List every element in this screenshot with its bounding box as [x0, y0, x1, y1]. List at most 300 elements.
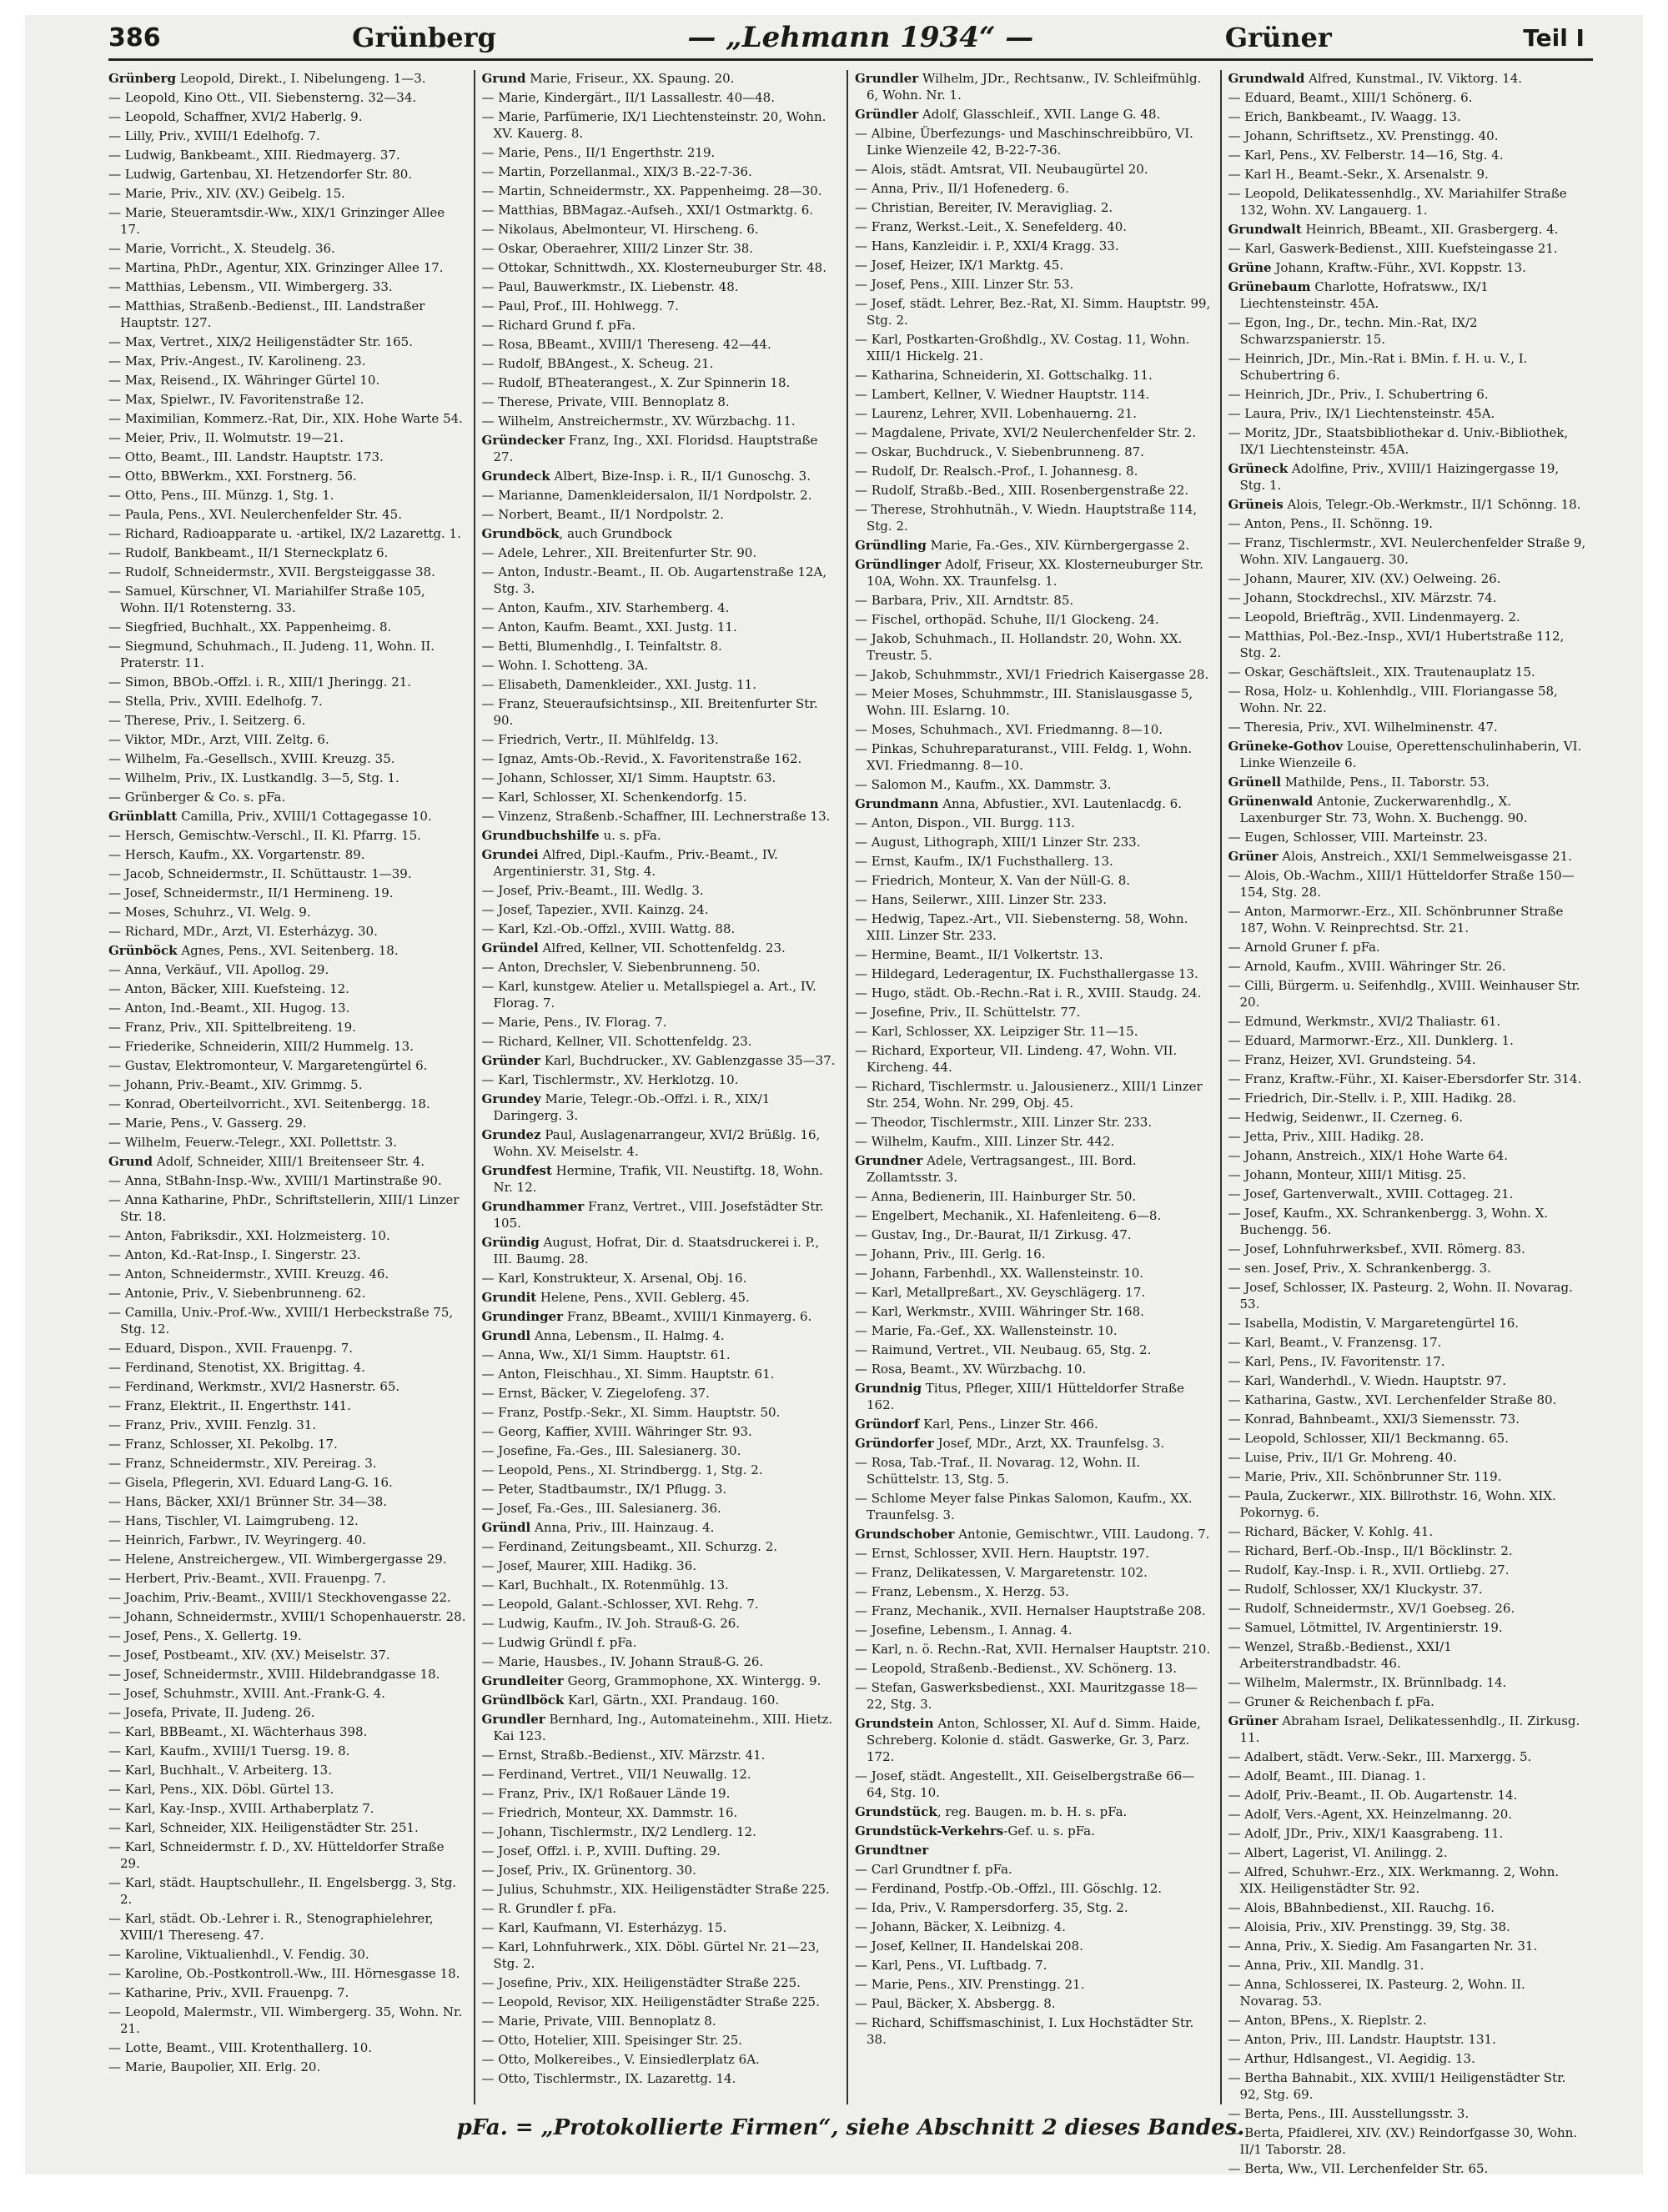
entry-text: — Lilly, Priv., XVIII/1 Edelhofg. 7.	[108, 128, 320, 143]
directory-entry	[482, 1481, 841, 1497]
directory-entry	[482, 221, 841, 238]
directory-entry	[482, 1198, 841, 1231]
entry-surname: Grundbuchshilfe	[481, 828, 600, 843]
entry-text: — Karl, Beamt., V. Franzensg. 17.	[1228, 1335, 1442, 1350]
directory-entry	[108, 1057, 467, 1074]
entry-text: Leopold, Direkt., I. Nibelungeng. 1—3.	[175, 71, 426, 86]
entry-text: — Therese, Private, VIII. Bennoplatz 8.	[481, 394, 730, 409]
page-header	[108, 20, 1585, 55]
directory-entry	[482, 1843, 841, 1859]
directory-entry	[855, 161, 1213, 178]
directory-entry	[855, 815, 1213, 831]
entry-text: — Ida, Priv., V. Rampersdorferg. 35, Stg. 2.	[855, 1900, 1128, 1915]
directory-entry	[1228, 1787, 1587, 1803]
directory-entry	[1228, 1768, 1587, 1784]
directory-column	[847, 70, 1220, 2104]
entry-text: — Karl, Gaswerk-Bedienst., XIII. Kuefsteingasse 21.	[1228, 241, 1558, 256]
directory-entry	[1228, 903, 1587, 936]
directory-entry	[108, 108, 467, 125]
entry-text: — Martin, Schneidermstr., XX. Pappenheimg. 28—30.	[481, 183, 822, 198]
directory-entry	[855, 180, 1213, 197]
directory-entry	[855, 199, 1213, 216]
directory-entry	[855, 70, 1213, 103]
directory-entry	[482, 468, 841, 484]
directory-entry	[108, 166, 467, 183]
entry-text: — Josef, städt. Angestellt., XII. Geiselbergstraße 66—64, Stg. 10.	[855, 1768, 1195, 1800]
entry-text: — Heinrich, Farbwr., IV. Weyringerg. 40.	[108, 1532, 367, 1547]
entry-text: — Marie, Pens., IV. Florag. 7.	[481, 1015, 667, 1030]
entry-text: Karl, Gärtn., XXI. Prandaug. 160.	[564, 1693, 780, 1708]
directory-entry	[482, 657, 841, 674]
directory-entry	[855, 1078, 1213, 1111]
directory-entry	[482, 2013, 841, 2029]
entry-text: — Hans, Bäcker, XXI/1 Brünner Str. 34—38.	[108, 1494, 388, 1509]
entry-text: — Marie, Priv., XIV. (XV.) Geibelg. 15.	[108, 186, 345, 201]
directory-entry	[108, 1608, 467, 1625]
directory-entry	[482, 544, 841, 561]
entry-text: — Friedrich, Monteur, X. Van der Nüll-G. 8.	[855, 873, 1131, 888]
entry-surname: Grundmann	[855, 796, 939, 811]
directory-entry	[855, 1133, 1213, 1150]
entry-text: — Rudolf, Dr. Realsch.-Prof., I. Johannesg. 8.	[855, 464, 1138, 479]
entry-text: — Anton, Kaufm. Beamt., XXI. Justg. 11.	[481, 619, 737, 635]
entry-text: — Leopold, Kino Ott., VII. Siebensterng. 32—34.	[108, 90, 417, 105]
directory-entry	[482, 202, 841, 218]
entry-text: — Adolf, JDr., Priv., XIX/1 Kaasgrabeng. 11.	[1228, 1826, 1504, 1841]
entry-text: — Richard, Tischlermstr. u. Jalousienerz., XIII/1 Linzer Str. 254, Wohn. Nr. 299, Obj. 45.	[855, 1079, 1203, 1111]
directory-entry	[482, 1052, 841, 1069]
directory-entry	[855, 424, 1213, 441]
entry-text: — Anton, Kaufm., XIV. Starhemberg. 4.	[481, 600, 730, 615]
entry-text: — Max, Reisend., IX. Währinger Gürtel 10.	[108, 373, 380, 388]
entry-surname: Gründel	[481, 940, 539, 956]
directory-entry	[1228, 259, 1587, 276]
entry-text: — Max, Priv.-Angest., IV. Karolineng. 23.	[108, 354, 366, 369]
entry-text: — Franz, Delikatessen, V. Margaretenstr. 102.	[855, 1565, 1148, 1580]
directory-entry	[482, 259, 841, 276]
directory-entry	[855, 1976, 1213, 1993]
entry-text: — Rudolf, BBAngest., X. Scheug. 21.	[481, 356, 714, 371]
directory-entry	[855, 1957, 1213, 1974]
entry-text: — Josef, Maurer, XIII. Hadikg. 36.	[481, 1558, 697, 1573]
entry-text: — Friederike, Schneiderin, XIII/2 Hummelg. 13.	[108, 1039, 414, 1054]
directory-entry	[108, 1191, 467, 1225]
directory-entry	[482, 1538, 841, 1555]
directory-entry	[1228, 589, 1587, 606]
directory-entry	[1228, 1487, 1587, 1521]
directory-entry	[1228, 738, 1587, 771]
entry-text: — Albine, Überfezungs- und Maschinschreibbüro, VI. Linke Wienzeile 42, B-22-7-36.	[855, 126, 1193, 158]
entry-text: — Johann, Schriftsetz., XV. Prenstingg. 40.	[1228, 128, 1499, 143]
directory-entry	[108, 1819, 467, 1836]
entry-text: — Karl, Schneidermstr. f. D., XV. Hütteldorfer Straße 29.	[108, 1839, 445, 1871]
section-label: Teil I	[1523, 23, 1585, 52]
entry-text: — Stefan, Gaswerksbedienst., XXI. Mauritzgasse 18—22, Stg. 3.	[855, 1680, 1198, 1712]
directory-entry	[855, 405, 1213, 422]
entry-text: Antonie, Gemischtwr., VIII. Laudong. 7.	[954, 1527, 1210, 1542]
directory-entry	[855, 630, 1213, 664]
entry-surname: Grünenwald	[1228, 794, 1314, 809]
directory-entry	[855, 1823, 1213, 1839]
directory-entry	[482, 1126, 841, 1160]
directory-entry	[108, 564, 467, 580]
entry-text: — Anton, Fleischhau., XI. Simm. Hauptstr. 61.	[481, 1367, 775, 1382]
entry-surname: Grundstein	[855, 1716, 934, 1731]
entry-text: — Johann, Anstreich., XIX/1 Hohe Warte 64.	[1228, 1148, 1509, 1163]
directory-entry	[1228, 1392, 1587, 1408]
entry-text: — Leopold, Galant.-Schlosser, XVI. Rehg. 7.	[481, 1597, 759, 1612]
entry-text: — Paula, Zuckerwr., XIX. Billrothstr. 16, Wohn. XIX. Pokornyg. 6.	[1228, 1488, 1556, 1520]
directory-entry	[855, 444, 1213, 460]
entry-text: — Karoline, Ob.-Postkontroll.-Ww., III. Hörnesgasse 18.	[108, 1966, 460, 1981]
directory-entry	[482, 1673, 841, 1689]
directory-entry	[108, 1304, 467, 1337]
entry-text: Adolf, Glasschleif., XVII. Lange G. 48.	[918, 107, 1161, 122]
directory-entry	[855, 238, 1213, 254]
directory-entry	[1228, 1241, 1587, 1257]
directory-entry	[1228, 2160, 1587, 2177]
entry-text: — Leopold, Malermstr., VII. Wimbergerg. 35, Wohn. Nr. 21.	[108, 2004, 463, 2036]
directory-entry	[1228, 1334, 1587, 1351]
directory-entry	[855, 1303, 1213, 1320]
directory-entry	[855, 1526, 1213, 1542]
directory-entry	[108, 619, 467, 635]
directory-entry	[482, 731, 841, 748]
directory-entry	[1228, 628, 1587, 661]
entry-text: — Karl, Postkarten-Großhdlg., XV. Costag. 11, Wohn. XIII/1 Hickelg. 21.	[855, 332, 1190, 364]
entry-text: — Franz, Werkst.-Leit., X. Senefelderg. 40.	[855, 219, 1128, 234]
entry-surname: Grundner	[855, 1153, 923, 1168]
entry-text: — Josef, Priv., IX. Grünentorg. 30.	[481, 1863, 696, 1878]
entry-text: — Leopold, Schaffner, XVI/2 Haberlg. 9.	[108, 109, 363, 124]
entry-text: — Isabella, Modistin, V. Margaretengürtel 16.	[1228, 1316, 1520, 1331]
directory-entry	[1228, 1032, 1587, 1049]
directory-entry	[108, 506, 467, 523]
directory-entry	[482, 317, 841, 334]
entry-text: — Karl, kunstgew. Atelier u. Metallspiegel a. Art., IV. Florag. 7.	[481, 979, 816, 1011]
entry-text: — Marie, Hausbes., IV. Johann Strauß-G. 26.	[481, 1654, 764, 1669]
entry-text: — Wilhelm, Malermstr., IX. Brünnlbadg. 14.	[1228, 1675, 1507, 1690]
directory-entry	[855, 1545, 1213, 1562]
entry-text: — Eduard, Dispon., XVII. Frauenpg. 7.	[108, 1341, 354, 1356]
directory-entry	[482, 1014, 841, 1031]
entry-text: — Josef, Pens., XIII. Linzer Str. 53.	[855, 277, 1074, 292]
entry-text: — Marie, Pens., II/1 Engerthstr. 219.	[481, 145, 716, 160]
entry-text: — Alois, BBahnbedienst., XII. Rauchg. 16.	[1228, 1900, 1495, 1915]
directory-entry	[855, 1114, 1213, 1131]
entry-text: — Karl, Konstrukteur, X. Arsenal, Obj. 16.	[481, 1271, 747, 1286]
directory-entry	[1228, 1806, 1587, 1823]
directory-entry	[855, 1995, 1213, 2012]
entry-text: — Nikolaus, Abelmonteur, VI. Hirscheng. 6.	[481, 222, 759, 237]
directory-entry	[855, 1380, 1213, 1413]
directory-entry	[108, 1038, 467, 1055]
entry-text: — Richard, Berf.-Ob.-Insp., II/1 Böcklinstr. 2.	[1228, 1543, 1513, 1558]
directory-entry	[1228, 128, 1587, 144]
entry-text: — Marie, Steueramtsdir.-Ww., XIX/1 Grinzinger Allee 17.	[108, 205, 445, 237]
entry-text: — Ernst, Kaufm., IX/1 Fuchsthallerg. 13.	[855, 854, 1113, 869]
directory-entry	[108, 808, 467, 825]
directory-entry	[1228, 609, 1587, 625]
entry-surname: Grünböck	[108, 943, 178, 958]
directory-page	[25, 15, 1643, 2174]
entry-surname: Grünblatt	[108, 809, 178, 824]
entry-text: — Johann, Farbenhdl., XX. Wallensteinstr. 10.	[855, 1266, 1144, 1281]
entry-text: — Theresia, Priv., XVI. Wilhelminenstr. 47.	[1228, 720, 1498, 735]
directory-entry	[482, 1404, 841, 1421]
entry-text: — Anton, BPens., X. Rieplstr. 2.	[1228, 2013, 1427, 2028]
entry-surname: Grünell	[1228, 775, 1281, 790]
entry-text: — Laura, Priv., IX/1 Liechtensteinstr. 45A.	[1228, 406, 1495, 421]
entry-text: — Ferdinand, Zeitungsbeamt., XII. Schurzg. 2.	[481, 1539, 778, 1554]
directory-entry	[1228, 1600, 1587, 1617]
entry-text: — Karl, Kaufmann, VI. Esterházyg. 15.	[481, 1920, 727, 1935]
directory-entry	[855, 1246, 1213, 1262]
entry-text: — Viktor, MDr., Arzt, VIII. Zeltg. 6.	[108, 732, 329, 747]
directory-entry	[108, 1378, 467, 1395]
entry-text: Karl, Pens., Linzer Str. 466.	[919, 1417, 1098, 1432]
directory-entry	[482, 487, 841, 504]
directory-entry	[855, 1226, 1213, 1243]
directory-entry	[482, 846, 841, 880]
directory-entry	[108, 1153, 467, 1170]
entry-text: — Karl, Wanderhdl., V. Wiedn. Hauptstr. 97.	[1228, 1373, 1506, 1388]
entry-text: — August, Lithograph, XIII/1 Linzer Str. 233.	[855, 835, 1141, 850]
directory-entry	[855, 1416, 1213, 1432]
entry-text: — Paul, Bauwerkmstr., IX. Liebenstr. 48.	[481, 279, 739, 294]
entry-text: Albert, Bize-Insp. i. R., II/1 Gunoschg. 3.	[550, 469, 811, 484]
entry-text: — Josef, Tapezier., XVII. Kainzg. 24.	[481, 902, 709, 917]
entry-text: — Hermine, Beamt., II/1 Volkertstr. 13.	[855, 947, 1103, 962]
directory-entry	[855, 1861, 1213, 1878]
directory-entry	[482, 1615, 841, 1632]
directory-entry	[482, 827, 841, 844]
directory-entry	[108, 827, 467, 844]
entry-text: — Heinrich, JDr., Priv., I. Schubertring 6.	[1228, 387, 1489, 402]
directory-entry	[482, 1881, 841, 1898]
entry-text: — Rudolf, BTheaterangest., X. Zur Spinnerin 18.	[481, 375, 791, 390]
entry-text: Marie, Telegr.-Ob.-Offzl. i. R., XIX/1 Daringerg. 3.	[493, 1091, 771, 1123]
directory-entry	[482, 750, 841, 767]
directory-entry	[1228, 240, 1587, 257]
entry-text: — Karl, Pens., IV. Favoritenstr. 17.	[1228, 1354, 1445, 1369]
entry-text: — Ferdinand, Vertret., VII/1 Neuwallg. 12.	[481, 1767, 751, 1782]
directory-entry	[482, 940, 841, 956]
entry-text: — Matthias, Lebensm., VII. Wimbergerg. 33.	[108, 279, 393, 294]
entry-text: — Erich, Bankbeamt., IV. Waagg. 13.	[1228, 109, 1461, 124]
entry-text: — Gruner & Reichenbach f. pFa.	[1228, 1694, 1434, 1709]
entry-text: — Salomon M., Kaufm., XX. Dammstr. 3.	[855, 777, 1112, 792]
entry-surname: Grüner	[1228, 849, 1279, 864]
entry-text: — Meier Moses, Schuhmmstr., III. Stanislausgasse 5, Wohn. III. Eslarng. 10.	[855, 686, 1193, 718]
entry-text: — Hans, Seilerwr., XIII. Linzer Str. 233.	[855, 892, 1108, 907]
entry-surname: Grundhammer	[481, 1199, 585, 1214]
directory-entry	[108, 770, 467, 786]
entry-text: — Anton, Kd.-Rat-Insp., I. Singerstr. 23.	[108, 1247, 361, 1262]
entry-text: u. s. pFa.	[599, 828, 661, 843]
directory-entry	[108, 1436, 467, 1452]
directory-column	[108, 70, 474, 2104]
entry-text: — Paula, Pens., XVI. Neulerchenfelder Str. 45.	[108, 507, 402, 522]
directory-entry	[1228, 221, 1587, 238]
entry-text: — Franz, Steueraufsichtsinsp., XII. Breitenfurter Str. 90.	[481, 696, 818, 728]
entry-text: — Konrad, Oberteilvorricht., XVI. Seitenbergg. 18.	[108, 1096, 430, 1111]
entry-text: — Hersch, Kaufm., XX. Vorgartenstr. 89.	[108, 847, 365, 862]
directory-entry	[855, 257, 1213, 273]
entry-text: — Gustav, Elektromonteur, V. Margaretengürtel 6.	[108, 1058, 428, 1073]
directory-entry	[482, 374, 841, 391]
entry-text: — Hans, Tischler, VI. Laimgrubeng. 12.	[108, 1513, 359, 1528]
directory-entry	[1228, 2031, 1587, 2048]
entry-text: — Adalbert, städt. Verw.-Sekr., III. Marxergg. 5.	[1228, 1749, 1532, 1764]
directory-entry	[108, 487, 467, 504]
entry-text: — Berta, Pens., III. Ausstellungsstr. 3.	[1228, 2106, 1470, 2121]
entry-text: — Leopold, Pens., XI. Strindbergg. 1, Stg. 2.	[481, 1462, 763, 1477]
entry-text: — Johann, Priv.-Beamt., XIV. Grimmg. 5.	[108, 1077, 363, 1092]
entry-text: Helene, Pens., XVII. Geblerg. 45.	[536, 1290, 750, 1305]
entry-text: — Leopold, Schlosser, XII/1 Beckmanng. 65.	[1228, 1431, 1509, 1446]
entry-text: — Leopold, Revisor, XIX. Heiligenstädter Straße 225.	[481, 1994, 820, 2009]
entry-text: — Jakob, Schuhmmstr., XVI/1 Friedrich Kaisergasse 28.	[855, 667, 1209, 682]
entry-text: — Josef, Schneidermstr., II/1 Hermineng. 19.	[108, 885, 394, 900]
directory-entry	[855, 1490, 1213, 1523]
directory-entry	[482, 1577, 841, 1593]
entry-text: — Samuel, Kürschner, VI. Mariahilfer Straße 105, Wohn. II/1 Rotensterng. 33.	[108, 584, 425, 615]
directory-entry	[108, 583, 467, 616]
entry-text: — Josefine, Fa.-Ges., III. Salesianerg. 30.	[481, 1443, 741, 1458]
entry-text: — Johann, Maurer, XIV. (XV.) Oelweing. 26.	[1228, 571, 1501, 586]
entry-text: — sen. Josef, Priv., X. Schrankenbergg. 3.	[1228, 1261, 1491, 1276]
entry-text: — Therese, Priv., I. Seitzerg. 6.	[108, 713, 306, 728]
entry-text: — Anna, Priv., XII. Mandlg. 31.	[1228, 1958, 1424, 1973]
directory-entry	[855, 295, 1213, 329]
directory-entry	[108, 1340, 467, 1357]
directory-entry	[482, 413, 841, 429]
entry-text: — Rosa, Holz- u. Kohlenhdlg., VIII. Floriangasse 58, Wohn. Nr. 22.	[1228, 684, 1558, 715]
directory-entry	[1228, 496, 1587, 513]
directory-entry	[1228, 570, 1587, 587]
directory-entry	[855, 853, 1213, 870]
directory-entry	[108, 1474, 467, 1491]
entry-text: — Marie, Kindergärt., II/1 Lassallestr. 40—48.	[481, 90, 775, 105]
entry-text: — Gisela, Pflegerin, XVI. Eduard Lang-G. 16.	[108, 1475, 393, 1490]
entry-text: — Gustav, Ing., Dr.-Baurat, II/1 Zirkusg. 47.	[855, 1227, 1132, 1242]
entry-surname: Grundler	[481, 1712, 545, 1727]
entry-text: — Anna, Priv., II/1 Hofenederg. 6.	[855, 181, 1069, 196]
entry-text: — Hugo, städt. Ob.-Rechn.-Rat i. R., XVIII. Staudg. 24.	[855, 986, 1202, 1001]
directory-entry	[1228, 1051, 1587, 1068]
entry-text: — Moritz, JDr., Staatsbibliothekar d. Univ.-Bibliothek, IX/1 Liechtensteinstr. 45A.	[1228, 425, 1569, 457]
entry-text: — Antonie, Priv., V. Siebenbrunneng. 62.	[108, 1286, 366, 1301]
entry-text: — Josefine, Lebensm., I. Annag. 4.	[855, 1623, 1073, 1638]
directory-entry	[855, 946, 1213, 963]
directory-entry	[1228, 939, 1587, 956]
directory-entry	[482, 1071, 841, 1088]
directory-entry	[855, 386, 1213, 403]
directory-entry	[855, 125, 1213, 158]
directory-entry	[108, 1285, 467, 1302]
entry-text: — Wilhelm, Kaufm., XIII. Linzer Str. 442.	[855, 1134, 1115, 1149]
directory-entry	[855, 966, 1213, 982]
directory-entry	[482, 564, 841, 597]
directory-entry	[108, 1984, 467, 2001]
entry-surname: Gründecker	[481, 433, 565, 448]
directory-entry	[855, 776, 1213, 793]
entry-text: — Karl, Metallpreßart., XV. Geyschlägerg. 17.	[855, 1285, 1146, 1300]
entry-text: — Magdalene, Private, XVI/2 Neulerchenfelder Str. 2.	[855, 425, 1197, 440]
entry-surname: Gründl	[481, 1520, 531, 1535]
entry-text: Josef, MDr., Arzt, XX. Traunfelsg. 3.	[933, 1436, 1165, 1451]
directory-entry	[108, 942, 467, 959]
directory-entry	[855, 218, 1213, 235]
entry-text: — Marie, Baupolier, XII. Erlg. 20.	[108, 2059, 321, 2074]
entry-text: — Karl, Pens., VI. Luftbadg. 7.	[855, 1958, 1048, 1973]
entry-text: — Karl, BBBeamt., XI. Wächterhaus 398.	[108, 1724, 368, 1739]
entry-text: — Stella, Priv., XVIII. Edelhofg. 7.	[108, 694, 323, 709]
entry-text: — Berta, Ww., VII. Lerchenfelder Str. 65.	[1228, 2161, 1489, 2176]
directory-entry	[482, 70, 841, 87]
entry-text: — Josef, Fa.-Ges., III. Salesianerg. 36.	[481, 1501, 721, 1516]
directory-entry	[1228, 1186, 1587, 1202]
directory-entry	[1228, 867, 1587, 900]
directory-entry	[108, 1685, 467, 1702]
entry-text: — Franz, Lebensm., X. Herzg. 53.	[855, 1584, 1069, 1599]
entry-text: — Otto, Beamt., III. Landstr. Hauptstr. 173.	[108, 449, 384, 464]
entry-text: Titus, Pfleger, XIII/1 Hütteldorfer Straße 162.	[867, 1381, 1184, 1412]
directory-entry	[482, 770, 841, 786]
directory-entry	[108, 1589, 467, 1606]
entry-text: Agnes, Pens., XVI. Seitenberg. 18.	[177, 943, 399, 958]
entry-text: — Marie, Private, VIII. Bennoplatz 8.	[481, 2014, 716, 2029]
directory-entry	[1228, 829, 1587, 845]
entry-text: — Ludwig, Kaufm., IV. Joh. Strauß-G. 26.	[481, 1616, 741, 1631]
entry-text: — Siegmund, Schuhmach., II. Judeng. 11, Wohn. II. Praterstr. 11.	[108, 639, 435, 670]
directory-entry	[482, 638, 841, 655]
directory-entry	[1228, 1013, 1587, 1030]
entry-text: — Eduard, Marmorwr.-Erz., XII. Dunklerg. 1.	[1228, 1033, 1514, 1048]
entry-text: — Arnold Gruner f. pFa.	[1228, 940, 1380, 955]
entry-text: — Anna, Verkäuf., VII. Apollog. 29.	[108, 962, 329, 977]
entry-text: — Ernst, Schlosser, XVII. Hern. Hauptstr. 197.	[855, 1546, 1150, 1561]
directory-entry	[108, 961, 467, 978]
directory-entry	[108, 1227, 467, 1244]
entry-text: — Johann, Tischlermstr., IX/2 Lendlerg. 12.	[481, 1824, 756, 1839]
entry-text: — Richard, Schiffsmaschinist, I. Lux Hochstädter Str. 38.	[855, 2015, 1194, 2047]
directory-entry	[855, 1660, 1213, 1677]
directory-entry	[108, 468, 467, 484]
entry-surname: Grundtner	[855, 1843, 929, 1858]
entry-text: — Hans, Kanzleidir. i. P., XXI/4 Kragg. 33.	[855, 238, 1119, 253]
directory-entry	[482, 1974, 841, 1991]
entry-text: — Karl, Schneider, XIX. Heiligenstädter Str. 251.	[108, 1820, 419, 1835]
directory-entry	[108, 2039, 467, 2056]
entry-surname: Gründler	[855, 107, 919, 122]
entry-text: — Rudolf, Kay.-Insp. i. R., XVII. Ortliebg. 27.	[1228, 1562, 1510, 1577]
directory-entry	[855, 1641, 1213, 1658]
entry-text: Alfred, Kellner, VII. Schottenfeldg. 23.	[538, 940, 786, 956]
directory-entry	[482, 89, 841, 106]
entry-text: — Konrad, Bahnbeamt., XXI/3 Siemensstr. 73.	[1228, 1412, 1520, 1427]
directory-entry	[482, 1308, 841, 1325]
entry-text: — Rosa, Beamt., XV. Würzbachg. 10.	[855, 1362, 1087, 1377]
entry-text: — Wilhelm, Anstreichermstr., XV. Würzbachg. 11.	[481, 414, 796, 429]
directory-entry	[855, 331, 1213, 364]
directory-entry	[482, 676, 841, 693]
directory-entry	[855, 556, 1213, 589]
entry-surname: Grund	[108, 1154, 153, 1169]
directory-entry	[855, 1679, 1213, 1713]
entry-text: — Karl, Pens., XV. Felberstr. 14—16, Stg. 4.	[1228, 148, 1504, 163]
